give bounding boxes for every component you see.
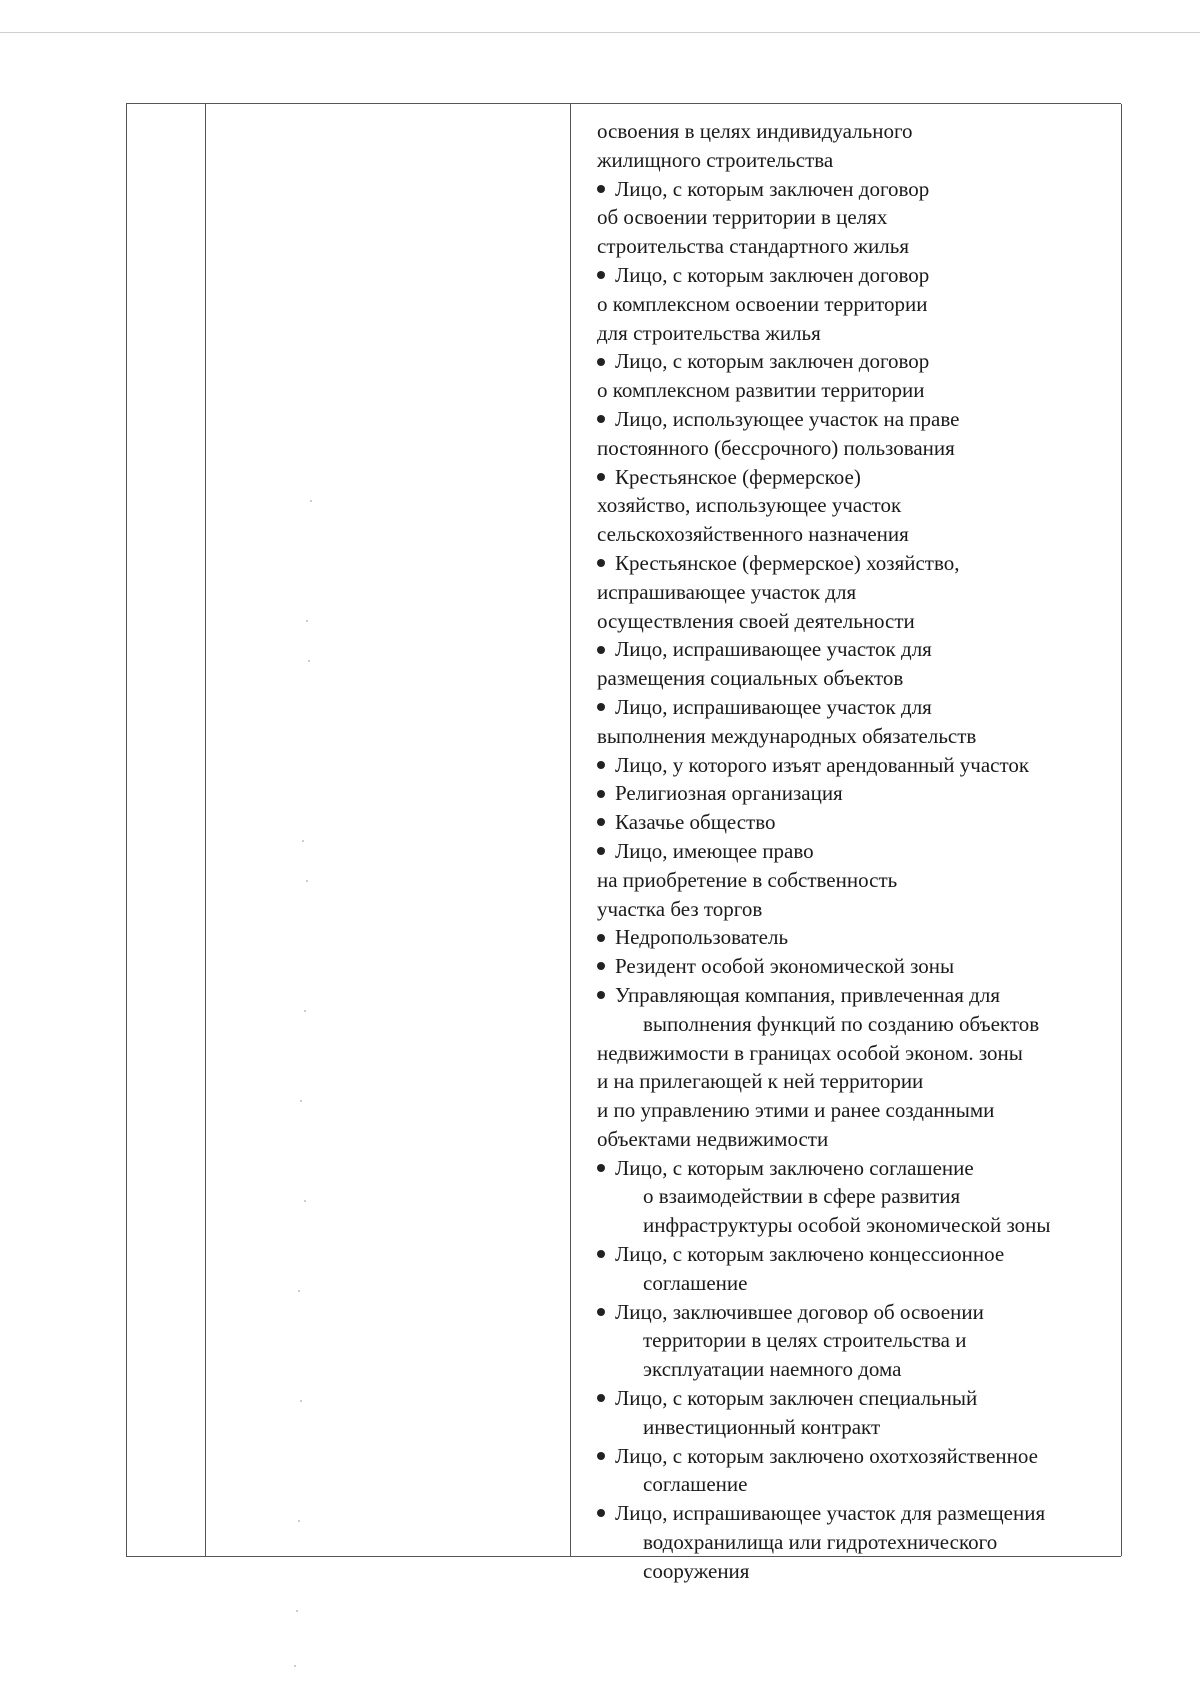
line-text: территории в целях строительства и: [643, 1328, 967, 1353]
bullet-icon: [597, 559, 605, 567]
bullet-icon: [597, 415, 605, 423]
list-continuation-line: [597, 1211, 1117, 1240]
line-text: о комплексном освоении территории: [597, 291, 928, 316]
line-text: выполнения международных обязательств: [597, 723, 977, 748]
bullet-icon: [597, 703, 605, 711]
applicants-list: [597, 117, 1117, 1586]
line-text: Лицо, у которого изъят арендованный участок: [615, 752, 1030, 777]
list-continuation-line: [597, 1067, 1117, 1096]
bullet-list-item: [597, 981, 1117, 1010]
bullet-icon: [597, 991, 605, 999]
bullet-icon: [597, 790, 605, 798]
line-text: водохранилища или гидротехнического: [643, 1530, 998, 1555]
bullet-icon: [597, 962, 605, 970]
bullet-list-item: [597, 405, 1117, 434]
line-text: о взаимодействии в сфере развития: [643, 1184, 961, 1209]
bullet-list-item: [597, 549, 1117, 578]
bullet-icon: [597, 847, 605, 855]
list-continuation-line: [597, 290, 1117, 319]
bullet-icon: [597, 1250, 605, 1258]
bullet-icon: [597, 1164, 605, 1172]
line-text: Лицо, с которым заключено концессионное: [615, 1242, 1005, 1267]
bullet-list-item: [597, 837, 1117, 866]
list-continuation-line: [597, 146, 1117, 175]
list-continuation-line: [597, 607, 1117, 636]
line-text: объектами недвижимости: [597, 1126, 829, 1151]
bullet-icon: [597, 185, 605, 193]
line-text: Лицо, испрашивающее участок для: [615, 637, 932, 662]
list-continuation-line: [597, 578, 1117, 607]
line-text: о комплексном развитии территории: [597, 378, 925, 403]
line-text: Лицо, испрашивающее участок для размещения: [615, 1501, 1046, 1526]
line-text: для строительства жилья: [597, 320, 821, 345]
bullet-list-item: [597, 175, 1117, 204]
list-continuation-line: [597, 1125, 1117, 1154]
line-text: Крестьянское (фермерское): [615, 464, 861, 489]
line-text: сельскохозяйственного назначения: [597, 522, 909, 547]
table-column-name: [206, 104, 571, 1556]
list-continuation-line: [597, 376, 1117, 405]
list-continuation-line: [597, 895, 1117, 924]
line-text: Лицо, с которым заключен договор: [615, 262, 930, 287]
bullet-icon: [597, 1452, 605, 1460]
list-continuation-line: [597, 866, 1117, 895]
line-text: и по управлению этими и ранее созданными: [597, 1098, 995, 1123]
line-text: Религиозная организация: [615, 781, 843, 806]
bullet-icon: [597, 473, 605, 481]
list-continuation-line: [597, 1096, 1117, 1125]
line-text: инвестиционный контракт: [643, 1414, 881, 1439]
line-text: об освоении территории в целях: [597, 205, 888, 230]
bullet-icon: [597, 818, 605, 826]
bullet-list-item: [597, 808, 1117, 837]
list-continuation-line: [597, 319, 1117, 348]
list-continuation-line: [597, 1528, 1117, 1557]
list-continuation-line: [597, 664, 1117, 693]
list-continuation-line: [597, 1039, 1117, 1068]
bullet-list-item: [597, 952, 1117, 981]
document-table: [126, 103, 1121, 1583]
bullet-list-item: [597, 635, 1117, 664]
bullet-list-item: [597, 779, 1117, 808]
line-text: недвижимости в границах особой эконом. зоны: [597, 1040, 1023, 1065]
line-text: осуществления своей деятельности: [597, 608, 915, 633]
bullet-icon: [597, 358, 605, 366]
line-text: Управляющая компания, привлеченная для: [615, 982, 1000, 1007]
line-text: соглашение: [643, 1270, 748, 1295]
line-text: Казачье общество: [615, 810, 776, 835]
bullet-list-item: [597, 1499, 1117, 1528]
bullet-list-item: [597, 1240, 1117, 1269]
line-text: и на прилегающей к ней территории: [597, 1069, 924, 1094]
list-continuation-line: [597, 1413, 1117, 1442]
line-text: Лицо, испрашивающее участок для: [615, 694, 932, 719]
line-text: Лицо, с которым заключено охотхозяйственное: [615, 1443, 1038, 1468]
bullet-list-item: [597, 1442, 1117, 1471]
bullet-icon: [597, 934, 605, 942]
line-text: на приобретение в собственность: [597, 867, 898, 892]
bullet-icon: [597, 1509, 605, 1517]
line-text: Резидент особой экономической зоны: [615, 954, 955, 979]
line-text: размещения социальных объектов: [597, 666, 904, 691]
list-continuation-line: [597, 1182, 1117, 1211]
line-text: хозяйство, использующее участок: [597, 493, 902, 518]
bullet-list-item: [597, 463, 1117, 492]
bullet-list-item: [597, 751, 1117, 780]
line-text: соглашение: [643, 1472, 748, 1497]
bullet-icon: [597, 1308, 605, 1316]
list-continuation-line: [597, 1269, 1117, 1298]
line-text: Лицо, с которым заключено соглашение: [615, 1155, 974, 1180]
line-text: жилищного строительства: [597, 147, 834, 172]
list-continuation-line: [597, 1326, 1117, 1355]
bullet-list-item: [597, 261, 1117, 290]
table-column-applicants: [571, 104, 1122, 1583]
line-text: Лицо, с которым заключен договор: [615, 176, 930, 201]
bullet-list-item: [597, 347, 1117, 376]
line-text: участка без торгов: [597, 896, 763, 921]
line-text: Лицо, заключившее договор об освоении: [615, 1299, 984, 1324]
line-text: Лицо, имеющее право: [615, 838, 814, 863]
bullet-list-item: [597, 1384, 1117, 1413]
bullet-icon: [597, 646, 605, 654]
list-continuation-line: [597, 520, 1117, 549]
line-text: эксплуатации наемного дома: [643, 1357, 902, 1382]
list-continuation-line: [597, 203, 1117, 232]
bullet-icon: [597, 271, 605, 279]
list-continuation-line: [597, 1010, 1117, 1039]
line-text: Лицо, с которым заключен договор: [615, 349, 930, 374]
line-text: инфраструктуры особой экономической зоны: [643, 1213, 1051, 1238]
line-text: Крестьянское (фермерское) хозяйство,: [615, 550, 960, 575]
line-text: Лицо, с которым заключен специальный: [615, 1386, 978, 1411]
table-column-number: [127, 104, 206, 1556]
bullet-list-item: [597, 1298, 1117, 1327]
list-continuation-line: [597, 232, 1117, 261]
bullet-list-item: [597, 693, 1117, 722]
list-continuation-line: [597, 491, 1117, 520]
list-continuation-line: [597, 117, 1117, 146]
line-text: постоянного (бессрочного) пользования: [597, 435, 955, 460]
bullet-list-item: [597, 1154, 1117, 1183]
bullet-icon: [597, 761, 605, 769]
list-continuation-line: [597, 1557, 1117, 1586]
line-text: выполнения функций по созданию объектов: [643, 1011, 1040, 1036]
bullet-list-item: [597, 923, 1117, 952]
list-continuation-line: [597, 722, 1117, 751]
line-text: испрашивающее участок для: [597, 579, 857, 604]
line-text: сооружения: [643, 1558, 750, 1583]
scan-edge-line: [0, 32, 1200, 33]
line-text: Недропользователь: [615, 925, 789, 950]
line-text: Лицо, использующее участок на праве: [615, 406, 960, 431]
list-continuation-line: [597, 434, 1117, 463]
line-text: строительства стандартного жилья: [597, 234, 910, 259]
list-continuation-line: [597, 1470, 1117, 1499]
line-text: освоения в целях индивидуального: [597, 119, 913, 143]
list-continuation-line: [597, 1355, 1117, 1384]
bullet-icon: [597, 1394, 605, 1402]
